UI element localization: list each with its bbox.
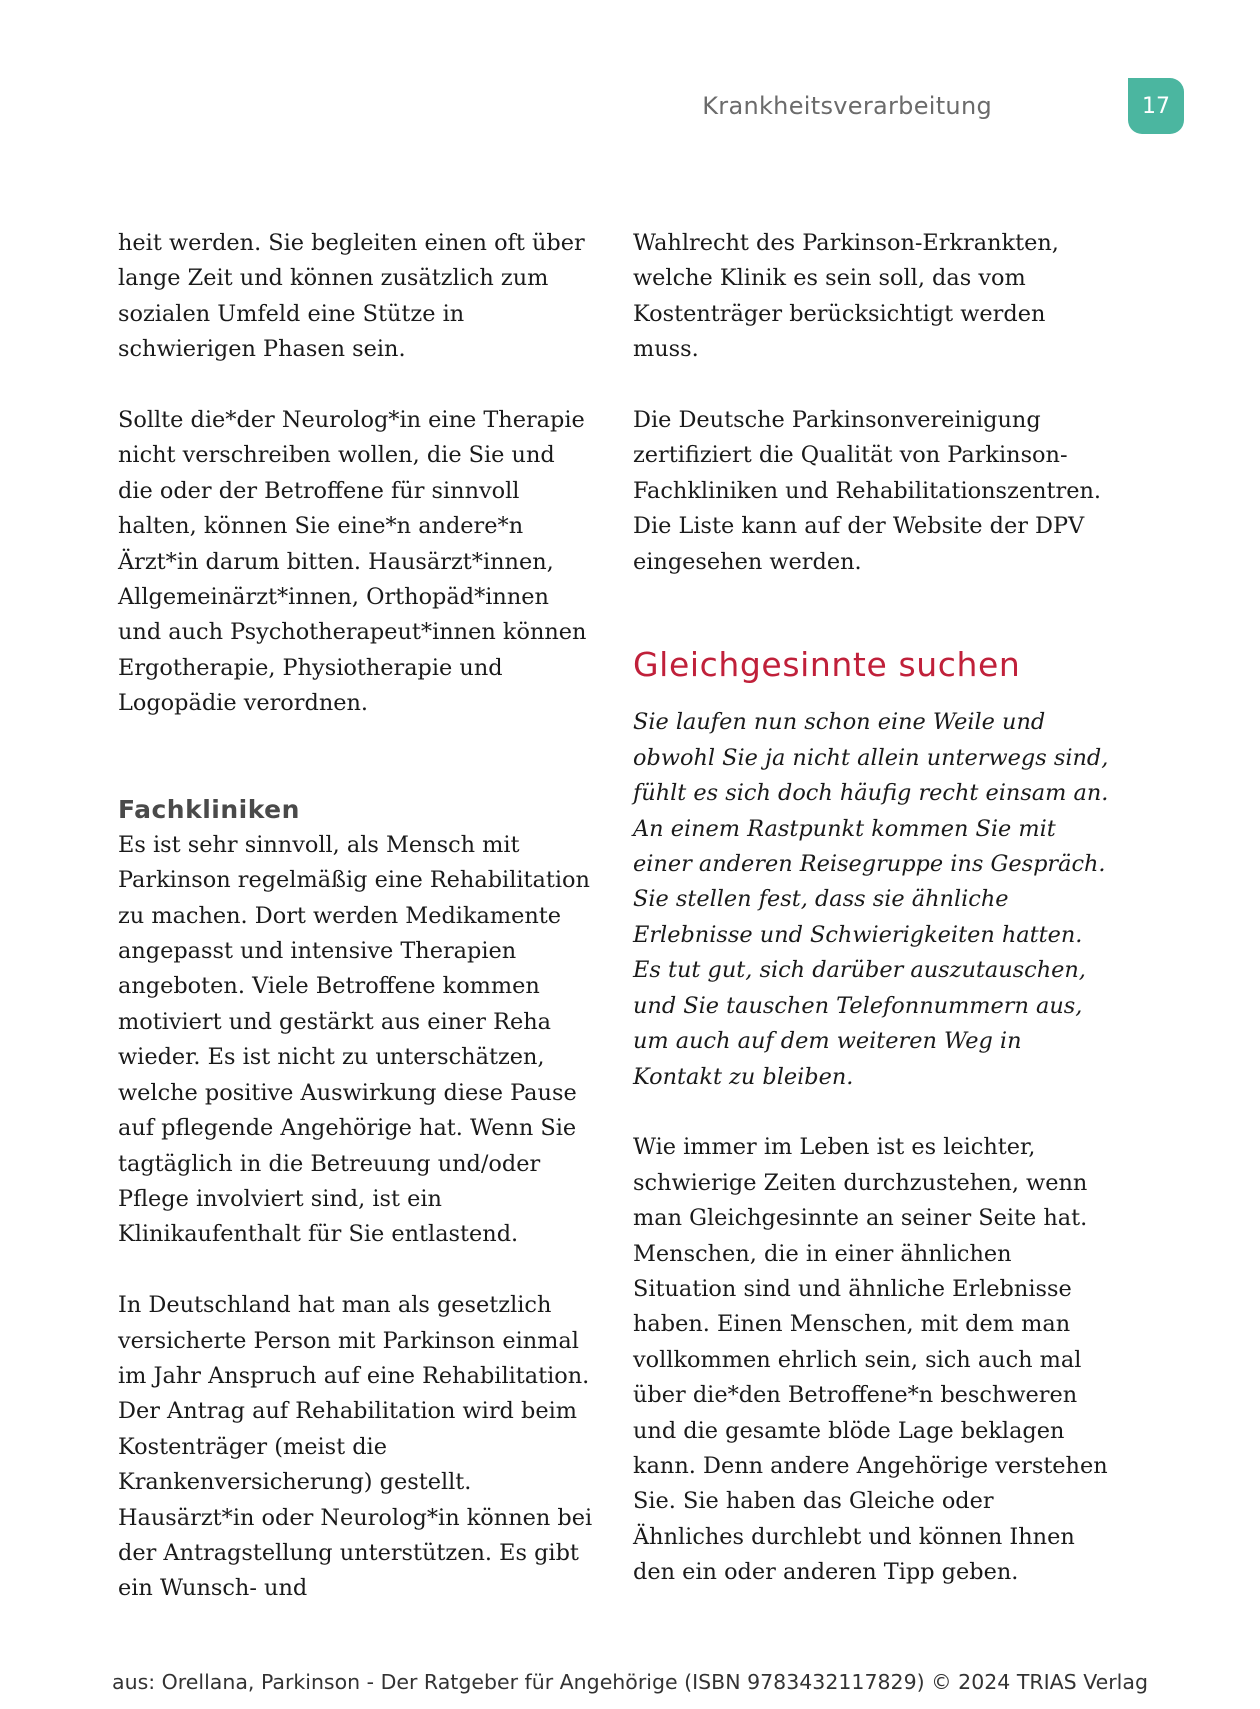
paragraph: Sollte die*der Neurolog*in eine Therapie nicht verschreiben wollen, die Sie und die oder der Betroffene für sinnvoll halten, können Sie eine*n andere*n Ärzt*in darum bitten. Hausärzt*innen, Allgemeinärzt*innen, Orthopäd*innen und auch Psychotherapeut*innen können Ergotherapie, Physiotherapie und Logopädie verordnen. <box>118 407 587 717</box>
section-heading: Gleichgesinnte suchen <box>633 645 1021 685</box>
paragraph: Wie immer im Leben ist es leichter, schwierige Zeiten durchzustehen, wenn man Gleichgesinnte an seiner Seite hat. Menschen, die in einer ähnlichen Situation sind und ähnliche Erlebnisse haben. Einen Menschen, mit dem man vollkommen ehrlich sein, sich auch mal über die*den Betroffene*n beschweren und die gesamte blöde Lage beklagen kann. Denn andere Angehörige verstehen Sie. Sie haben das Gleiche oder Ähnliches durchlebt und können Ihnen den ein oder anderen Tipp geben. <box>633 1134 1108 1586</box>
paragraph: Wahlrecht des Parkinson-Erkrankten, welche Klinik es sein soll, das vom Kostenträger berücksichtigt werden muss. <box>633 230 1059 363</box>
running-header: Krankheitsverarbeitung <box>702 92 992 120</box>
paragraph: Die Deutsche Parkinsonvereinigung zertifiziert die Qualität von Parkinson-Fachkliniken und Rehabilitationszentren. Die Liste kann auf der Website der DPV eingesehen werden. <box>633 407 1101 575</box>
intro-paragraph: Sie laufen nun schon eine Weile und obwohl Sie ja nicht allein unterwegs sind, fühlt es sich doch häufig recht einsam an. An einem Rastpunkt kommen Sie mit einer anderen Reisegruppe ins Gespräch. Sie stellen fest, dass sie ähnliche Erlebnisse und Schwierigkeiten hatten. Es tut gut, sich darüber auszutauschen, und Sie tauschen Telefonnummern aus, um auch auf dem weiteren Weg in Kontakt zu bleiben. <box>633 709 1109 1090</box>
paragraph: Es ist sehr sinnvoll, als Mensch mit Parkinson regelmäßig eine Rehabilitation zu machen. Dort werden Medikamente angepasst und intensive Therapien angeboten. Viele Betroffene kommen motiviert und gestärkt aus einer Reha wieder. Es ist nicht zu unterschätzen, welche positive Auswirkung diese Pause auf pflegende Angehörige hat. Wenn Sie tagtäglich in die Betreuung und/oder Pflege involviert sind, ist ein Klinikaufenthalt für Sie entlastend. <box>118 831 590 1248</box>
left-column <box>118 226 594 1607</box>
paragraph: In Deutschland hat man als gesetzlich versicherte Person mit Parkinson einmal im Jahr Anspruch auf eine Rehabilitation. Der Antrag auf Rehabilitation wird beim Kostenträger (meist die Krankenversicherung) gestellt. Hausärzt*in oder Neurolog*in können bei der Antragstellung unterstützen. Es gibt ein Wunsch- und <box>118 1292 593 1602</box>
footer-citation: aus: Orellana, Parkinson - Der Ratgeber für Angehörige (ISBN 9783432117829) © 2024 TRIAS Verlag <box>112 1670 1148 1694</box>
right-column <box>633 226 1109 1591</box>
page-number-badge: 17 <box>1128 78 1184 134</box>
subheading-fachkliniken: Fachkliniken <box>118 795 300 825</box>
paragraph: heit werden. Sie begleiten einen oft über lange Zeit und können zusätzlich zum sozialen Umfeld eine Stütze in schwierigen Phasen sein. <box>118 230 585 363</box>
